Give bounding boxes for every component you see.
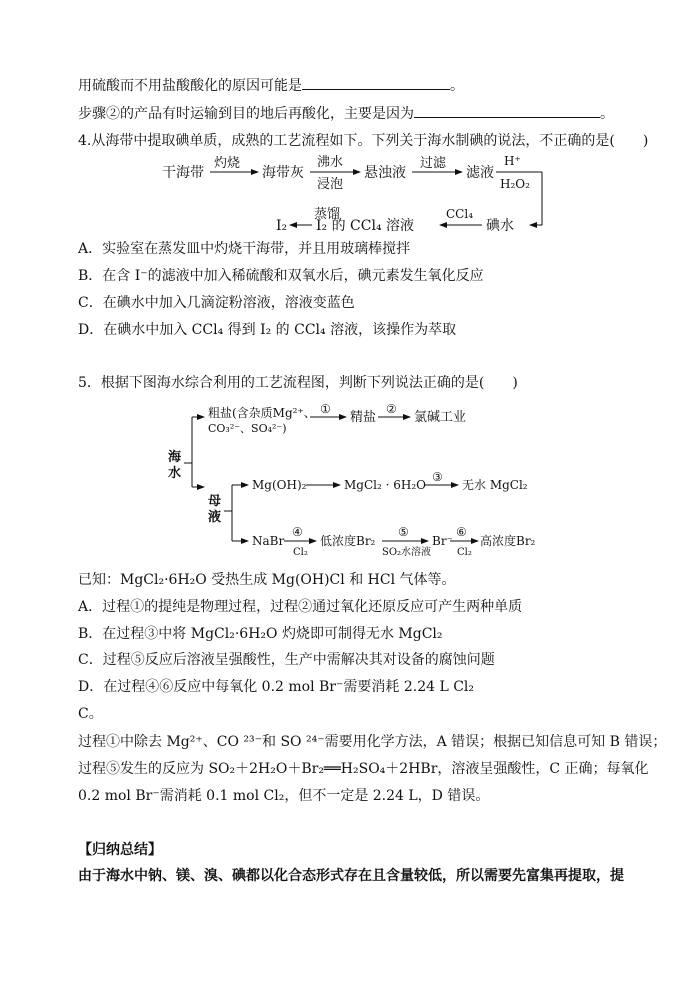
q4-node-dried-kelp: 干海带 [162, 165, 204, 181]
q4-label-h-plus: H⁺ [504, 154, 521, 168]
q4-node-iodine-water: 碘水 [486, 218, 514, 234]
q4-label-ccl4: CCl₄ [446, 207, 474, 221]
q5-answer: C。 [78, 706, 103, 722]
q5-refined-salt: 精盐 [350, 410, 377, 425]
q4-option-c: C．在碘水中加入几滴淀粉溶液，溶液变蓝色 [78, 295, 355, 311]
q5-source-water: 水 [168, 466, 182, 481]
q5-mgoh2: Mg(OH)₂ [252, 478, 307, 492]
q4-stem: 4.从海带中提取碘单质，成熟的工艺流程如下。下列关于海水制碘的说法，不正确的是( ) [78, 133, 649, 149]
q5-explanation-line-1: 过程①中除去 Mg²⁺、CO ²³⁻和 SO ²⁴⁻需要用化学方法，A 错误；根据已知信息可知 B 错误； [78, 734, 667, 750]
q4-option-d: D．在碘水中加入 CCl₄ 得到 I₂ 的 CCl₄ 溶液，该操作为萃取 [78, 322, 457, 338]
q5-nabr: NaBr [252, 534, 285, 548]
intro-line-1-end: 。 [450, 78, 464, 94]
q5-option-a: A．过程①的提纯是物理过程，过程②通过氧化还原反应可产生两种单质 [78, 599, 523, 615]
intro-line-2-text: 步骤②的产品有时运输到目的地后再酸化，主要是因为 [78, 106, 414, 122]
q5-crude-impurities: CO₃²⁻、SO₄²⁻) [208, 422, 287, 435]
q5-step-6: ⑥ [456, 525, 467, 539]
q4-option-a: A．实验室在蒸发皿中灼烧干海带，并且用玻璃棒搅拌 [78, 241, 411, 257]
q4-node-kelp-ash: 海带灰 [262, 165, 304, 181]
summary-heading: 【归纳总结】 [78, 842, 162, 858]
q5-stem: 5．根据下图海水综合利用的工艺流程图，判断下列说法正确的是( ) [78, 375, 518, 391]
q5-step-3: ③ [432, 470, 443, 484]
q5-flow-diagram [160, 395, 560, 560]
q5-known-info: 已知：MgCl₂·6H₂O 受热生成 Mg(OH)Cl 和 HCl 气体等。 [78, 572, 456, 588]
intro-line-2-end: 。 [600, 106, 614, 122]
q4-arrow-4-turn [530, 172, 542, 225]
q4-label-distill: 蒸馏 [314, 207, 341, 222]
q5-option-b: B．在过程③中将 MgCl₂·6H₂O 灼烧即可制得无水 MgCl₂ [78, 626, 443, 642]
q4-label-soak: 浸泡 [317, 177, 344, 192]
q5-high-br2: 高浓度Br₂ [480, 534, 536, 548]
q4-node-i2-ccl4-solution: I₂ 的 CCl₄ 溶液 [316, 218, 415, 234]
q5-step-5: ⑤ [398, 525, 409, 539]
q4-node-i2: I₂ [276, 218, 288, 234]
q5-low-br2: 低浓度Br₂ [320, 534, 376, 548]
q5-mother-2: 液 [208, 510, 222, 525]
q5-step-1: ① [320, 402, 331, 416]
q4-label-burn: 灼烧 [214, 156, 241, 171]
q5-cl2-a: Cl₂ [293, 547, 308, 558]
intro-line-2 [78, 103, 614, 124]
q4-node-filtrate: 滤液 [466, 165, 494, 181]
answer-blank-1[interactable] [302, 75, 450, 90]
q4-option-b: B．在含 I⁻的滤液中加入稀硫酸和双氧水后，碘元素发生氧化反应 [78, 268, 484, 284]
q4-label-filter: 过滤 [420, 156, 447, 171]
q4-label-boiling-water: 沸水 [317, 155, 344, 170]
q5-chlor-alkali: 氯碱工业 [414, 410, 467, 425]
q5-br-minus: Br⁻ [432, 534, 453, 548]
q5-step-4: ④ [292, 525, 303, 539]
q5-step-2: ② [386, 402, 397, 416]
summary-text: 由于海水中钠、镁、溴、碘都以化合态形式存在且含量较低，所以需要先富集再提取，提 [78, 868, 624, 884]
q5-cl2-b: Cl₂ [457, 547, 472, 558]
q5-source-sea: 海 [168, 450, 182, 465]
q4-flow-diagram [150, 150, 550, 240]
intro-line-1 [78, 75, 464, 96]
q5-option-c: C．过程⑤反应后溶液呈强酸性，生产中需解决其对设备的腐蚀问题 [78, 652, 495, 668]
q5-mgcl2-hydrate: MgCl₂ · 6H₂O [344, 478, 426, 492]
q5-explanation-line-2: 过程⑤发生的反应为 SO₂＋2H₂O＋Br₂══H₂SO₄＋2HBr，溶液呈强酸性，C 正确；每氧化 [78, 761, 649, 777]
q5-crude-salt: 粗盐(含杂质Mg²⁺、 [208, 406, 316, 420]
intro-line-1-text: 用硫酸而不用盐酸酸化的原因可能是 [78, 78, 302, 94]
q5-explanation-line-3: 0.2 mol Br⁻需消耗 0.1 mol Cl₂，但不一定是 2.24 L，D 错误。 [78, 788, 490, 804]
q5-so2-solution: SO₂水溶液 [382, 547, 432, 558]
q4-label-h2o2: H₂O₂ [500, 177, 530, 191]
q4-node-suspension: 悬浊液 [364, 165, 406, 181]
q5-option-d: D．在过程④⑥反应中每氧化 0.2 mol Br⁻需要消耗 2.24 L Cl₂ [78, 679, 475, 695]
answer-blank-2[interactable] [414, 103, 600, 118]
q5-mother-1: 母 [208, 494, 222, 509]
q5-anhydrous-mgcl2: 无水 MgCl₂ [462, 478, 528, 492]
